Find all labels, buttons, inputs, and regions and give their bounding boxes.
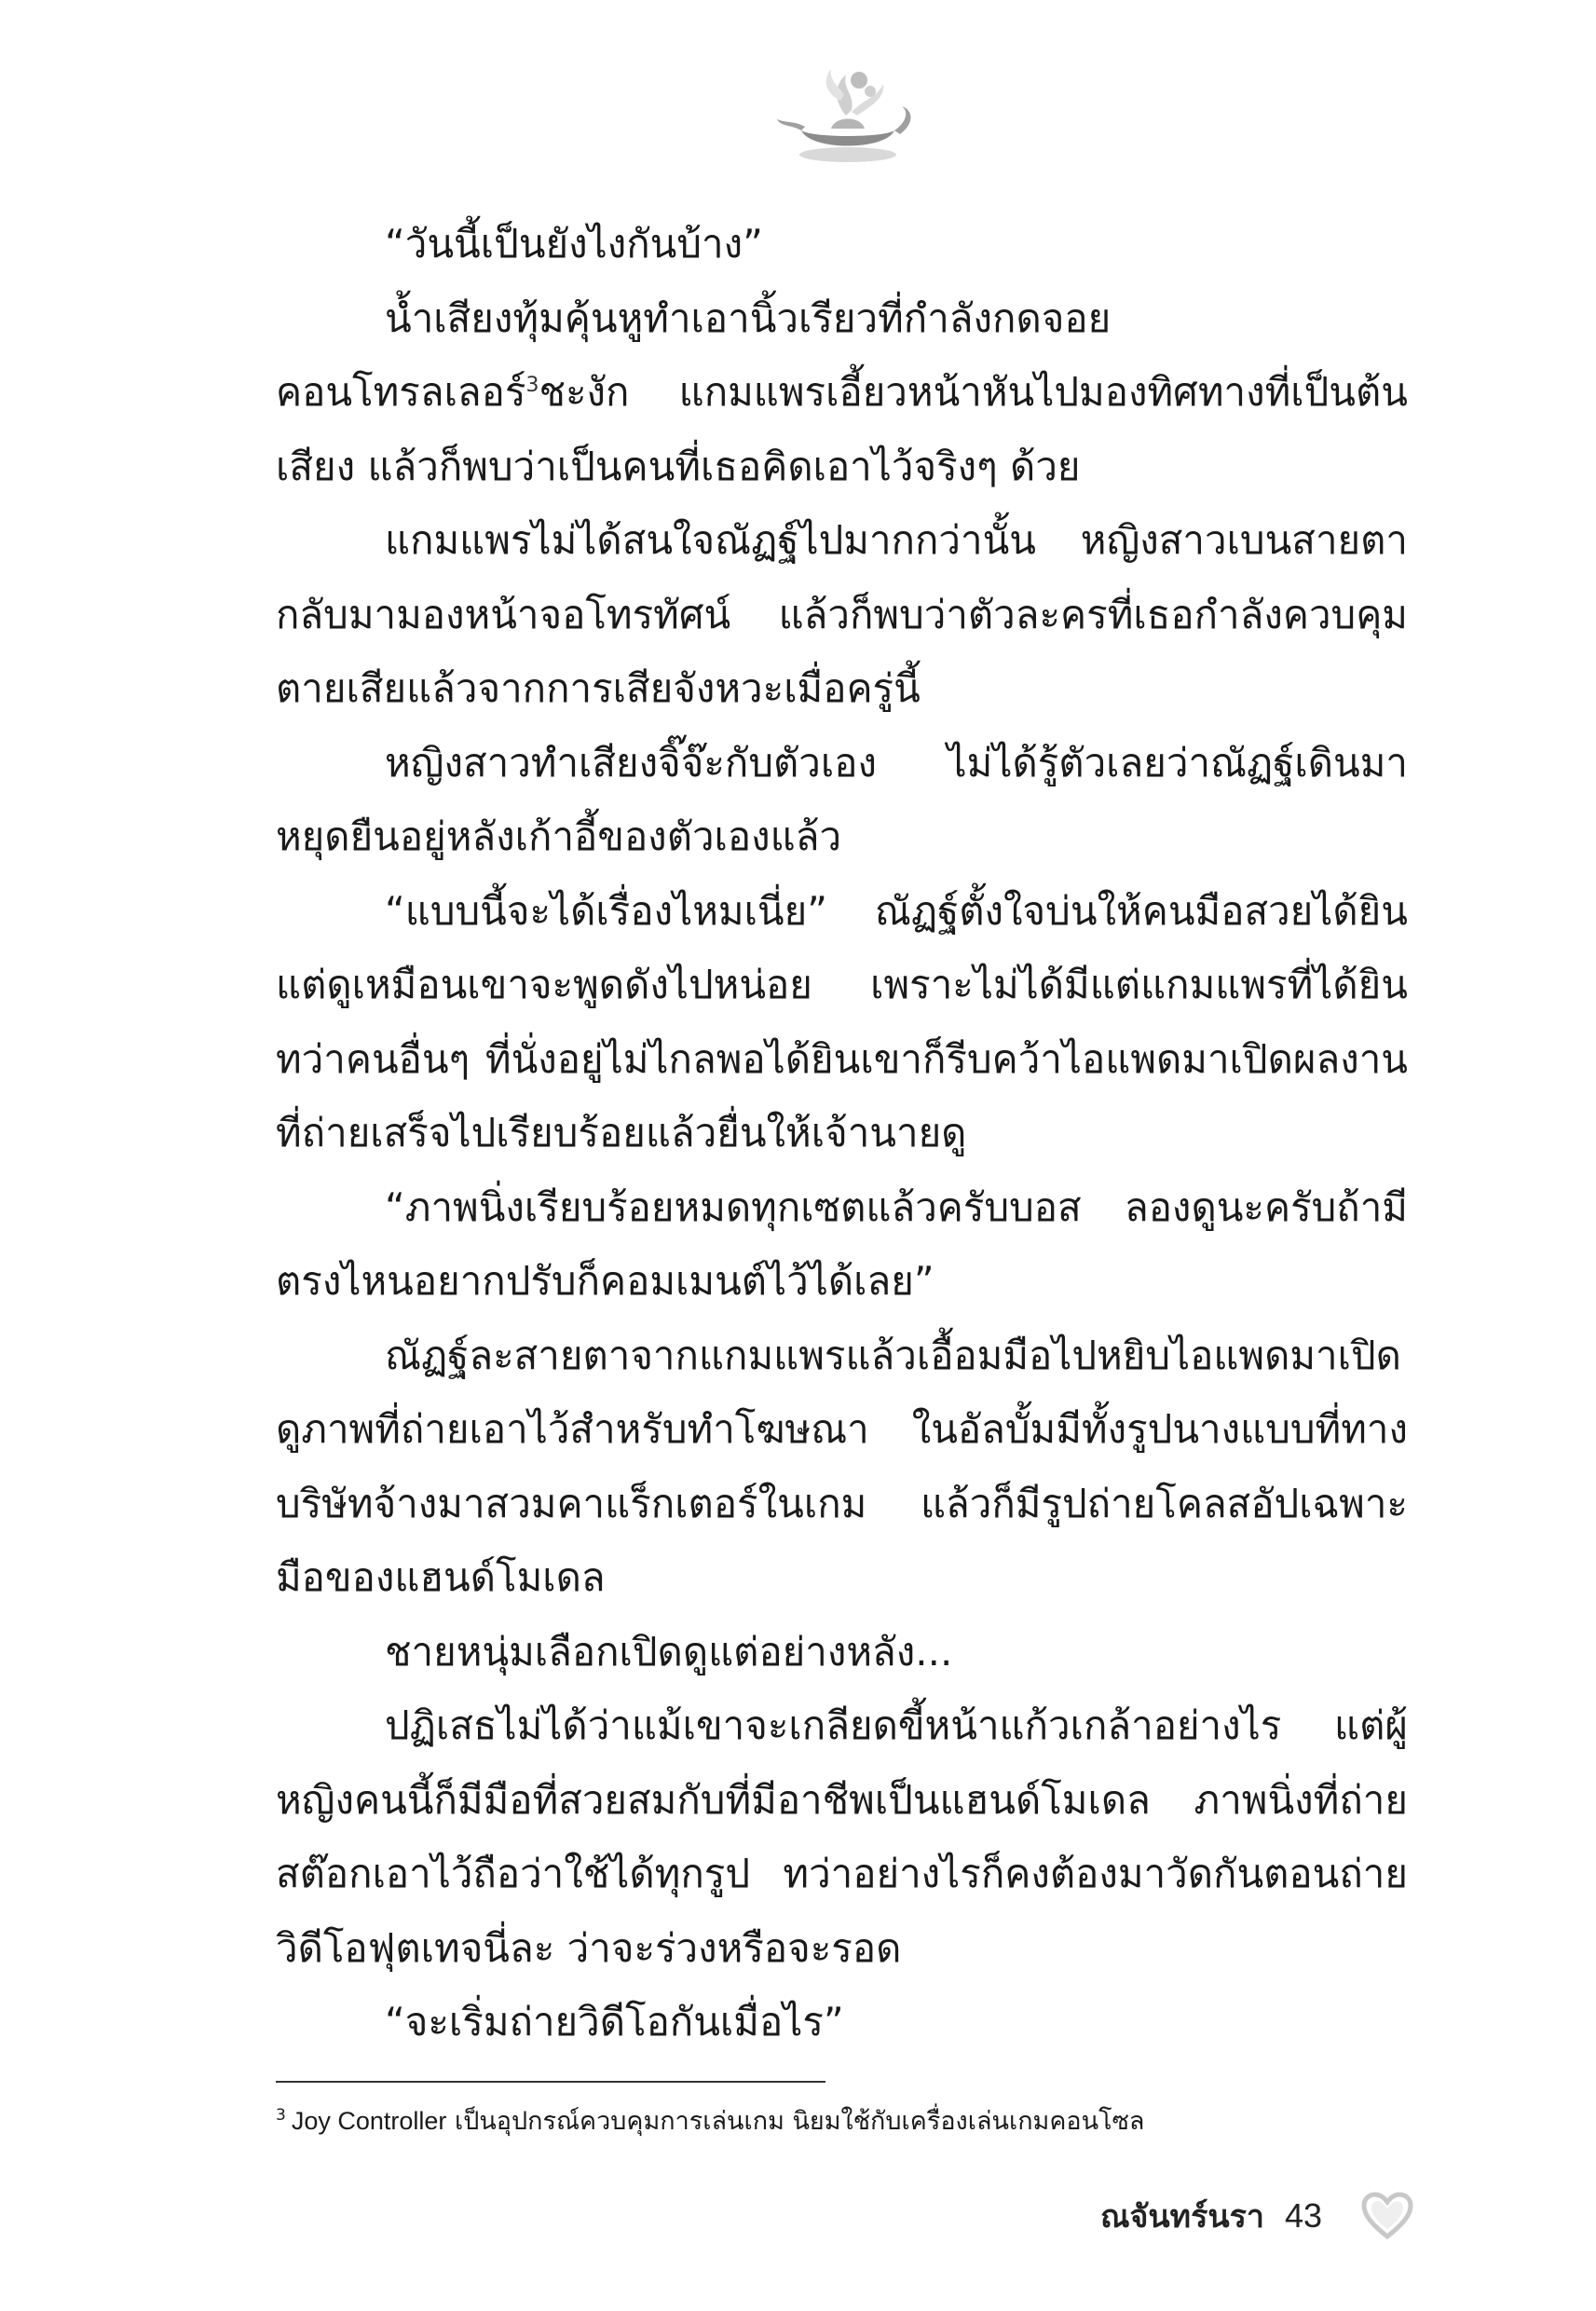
footnote-divider — [276, 2081, 825, 2083]
paragraph: ณัฏฐ์ละสายตาจากแกมแพรแล้วเอื้อมมือไปหยิบไอแพดมาเปิดดูภาพที่ถ่ายเอาไว้สำหรับทำโฆษณา ในอัลบั้มมีทั้งรูปนางแบบที่ทางบริษัทจ้างมาสวมคาแร็กเตอร์ในเกม แล้วก็มีรูปถ่ายโคลสอัปเฉพาะมือของแฮนด์โมเดล — [276, 1332, 1408, 1600]
footnote-number: 3 — [276, 2106, 286, 2125]
author-name: ณจันทร์นรา — [1099, 2198, 1264, 2236]
paragraph-text-continued: ชะงัก แกมแพรเอี้ยวหน้าหันไปมองทิศทางที่เป็นต้นเสียง แล้วก็พบว่าเป็นคนที่เธอคิดเอาไว้จริงๆ ด้วย — [276, 369, 1408, 489]
footnote — [276, 2102, 1408, 2140]
paragraph: “วันนี้เป็นยังไงกันบ้าง” — [385, 221, 763, 267]
footnote-term: Joy Controller — [291, 2107, 447, 2135]
paragraph: “จะเริ่มถ่ายวิดีโอกันเมื่อไร” — [385, 1999, 844, 2044]
paragraph: “ภาพนิ่งเรียบร้อยหมดทุกเซตแล้วครับบอส ลองดูนะครับถ้ามีตรงไหนอยากปรับก็คอมเมนต์ไว้ได้เลย” — [276, 1183, 1408, 1304]
paragraph-text: น้ำเสียงทุ้มคุ้นหูทำเอานิ้วเรียวที่กำลังกดจอยคอนโทรลเลอร์ — [276, 294, 1112, 415]
paragraph — [276, 281, 1408, 504]
heart-icon — [1361, 2192, 1413, 2240]
lamp-ornament-icon — [773, 58, 922, 168]
paragraph: หญิงสาวทำเสียงจิ๊จ๊ะกับตัวเอง ไม่ได้รู้ตัวเลยว่าณัฏฐ์เดินมาหยุดยืนอยู่หลังเก้าอี้ของตัวเองแล้ว — [276, 739, 1408, 859]
paragraph: แกมแพรไม่ได้สนใจณัฏฐ์ไปมากกว่านั้น หญิงสาวเบนสายตากลับมามองหน้าจอโทรทัศน์ แล้วก็พบว่าตัวละครที่เธอกำลังควบคุมตายเสียแล้วจากการเสียจังหวะเมื่อครู่นี้ — [276, 517, 1408, 711]
footnote-text: เป็นอุปกรณ์ควบคุมการเล่นเกม นิยมใช้กับเครื่องเล่นเกมคอนโซล — [446, 2107, 1145, 2136]
paragraph: ชายหนุ่มเลือกเปิดดูแต่อย่างหลัง... — [385, 1628, 953, 1675]
paragraph: ปฏิเสธไม่ได้ว่าแม้เขาจะเกลียดขี้หน้าแก้วเกล้าอย่างไร แต่ผู้หญิงคนนี้ก็มีมือที่สวยสมกับที่มีอาชีพเป็นแฮนด์โมเดล ภาพนิ่งที่ถ่ายสต๊อกเอาไว้ถือว่าใช้ได้ทุกรูป ทว่าอย่างไรก็คงต้องมาวัดกันตอนถ่ายวิดีโอฟุตเทจนี่ละ ว่าจะร่วงหรือจะรอด — [276, 1702, 1408, 1971]
story-body — [276, 207, 1408, 2059]
footnote-reference: 3 — [525, 374, 539, 397]
page-footer — [1100, 2191, 1413, 2241]
paragraph: “แบบนี้จะได้เรื่องไหมเนี่ย” ณัฏฐ์ตั้งใจบ่นให้คนมือสวยได้ยินแต่ดูเหมือนเขาจะพูดดังไปหน่อย เพราะไม่ได้มีแต่แกมแพรที่ได้ยินทว่าคนอื่นๆ ที่นั่งอยู่ไม่ไกลพอได้ยินเขาก็รีบคว้าไอแพดมาเปิดผลงานที่ถ่ายเสร็จไปเรียบร้อยแล้วยื่นให้เจ้านายดู — [276, 887, 1408, 1156]
page-number: 43 — [1284, 2196, 1322, 2235]
